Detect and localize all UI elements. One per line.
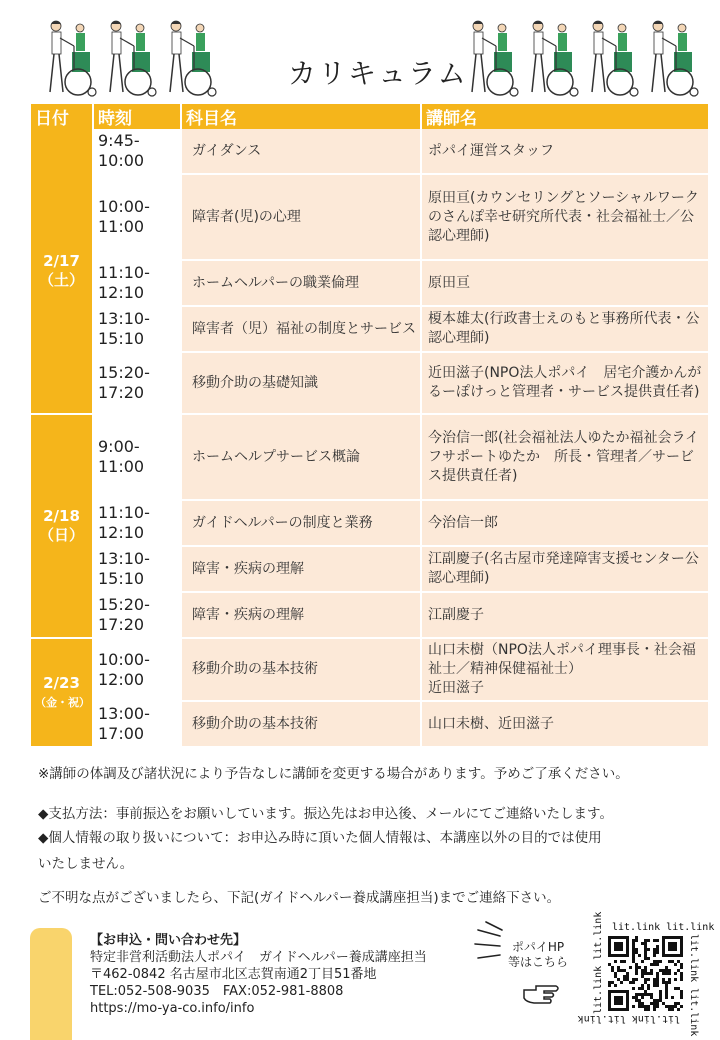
teacher-cell: 山口未樹（NPO法人ポパイ理事長・社会福祉士／精神保健福祉士） 近田滋子 [421,638,709,701]
contact-accent-bar [30,928,72,1040]
table-row [31,500,709,546]
qr-border-text-top: lit.link lit.link [612,922,715,933]
qr-code[interactable] [577,911,715,1037]
qr-border-text-bottom: lit.link lit.link [577,1013,680,1024]
teacher-cell: 今治信一郎 [421,500,709,546]
contact-block [90,932,427,1017]
teacher-cell: ポパイ運営スタッフ [421,129,709,174]
teacher-cell: 今治信一郎(社会福祉法人ゆたか福祉会ライフサポートゆたか 所長・管理者／サービス提供責任者) [421,414,709,500]
time-cell: 13:00- 17:00 [93,701,181,747]
subject-cell: 障害・疾病の理解 [181,592,421,638]
table-row [31,546,709,592]
header [0,0,720,104]
header-time: 時刻 [93,104,181,129]
table-row [31,129,709,174]
hp-label-line2: 等はこちら [508,955,569,969]
note-privacy-1: ◆個人情報の取り扱いについて：お申込み時に頂いた個人情報は、本講座以外の目的では使用 [38,830,602,846]
qr-border-text-left: lit.link lit.link [593,911,604,1014]
teacher-cell: 原田亘 [421,260,709,306]
table-row [31,638,709,701]
caregiver-wheelchair-icon [164,18,216,98]
time-cell: 15:20- 17:20 [93,592,181,638]
subject-cell: ガイドヘルパーの制度と業務 [181,500,421,546]
subject-cell: 移動介助の基本技術 [181,638,421,701]
time-cell: 11:10- 12:10 [93,260,181,306]
subject-cell: 障害者(児)の心理 [181,174,421,260]
contact-heading: 【お申込・問い合わせ先】 [90,933,247,948]
weekday-value: （金・祝） [35,695,90,709]
hp-label-line1: ポパイHP [511,940,565,954]
time-cell: 10:00- 11:00 [93,174,181,260]
weekday-value: （日） [38,526,84,544]
qr-border-text-right: lit.link lit.link [688,934,699,1037]
subject-cell: ホームヘルパーの職業倫理 [181,260,421,306]
teacher-cell: 江副慶子(名古屋市発達障害支援センター公認心理師) [421,546,709,592]
teacher-cell: 榎本雄太(行政書士えのもと事務所代表・公認心理師) [421,306,709,352]
table-row [31,592,709,638]
date-value: 2/17 [43,252,80,270]
teacher-cell: 山口未樹、近田滋子 [421,701,709,747]
time-cell: 15:20- 17:20 [93,352,181,414]
table-row [31,701,709,747]
table-row [31,352,709,414]
table-row [31,174,709,260]
header-date: 日付 [31,104,93,129]
caregiver-wheelchair-icon [44,18,96,98]
note-privacy-2: いたしません。 [38,856,134,872]
subject-cell: ガイダンス [181,129,421,174]
note-inquiry: ご不明な点がございましたら、下記(ガイドヘルパー養成講座担当)までご連絡下さい。 [38,890,561,906]
table-header-row [31,104,709,129]
table-row [31,260,709,306]
caregiver-wheelchair-icon [466,18,518,98]
time-cell: 13:10- 15:10 [93,546,181,592]
sparkle-lines-icon [475,922,502,958]
caregiver-wheelchair-icon [526,18,578,98]
date-cell [31,129,93,414]
time-cell: 11:10- 12:10 [93,500,181,546]
hp-pointer-graphic [470,918,585,1028]
subject-cell: ホームヘルプサービス概論 [181,414,421,500]
date-value: 2/18 [43,507,80,525]
caregiver-wheelchair-icon [646,18,698,98]
hp-label [508,940,568,970]
weekday-value: （土） [38,271,84,289]
teacher-cell: 原田亘(カウンセリングとソーシャルワークのさんぽ幸せ研究所代表・社会福祉士／公認心理師) [421,174,709,260]
table-row [31,306,709,352]
subject-cell: 移動介助の基礎知識 [181,352,421,414]
pointing-hand-icon [524,986,558,1003]
contact-phone: TEL:052-508-9035 FAX:052-981-8808 [90,984,344,999]
subject-cell: 障害・疾病の理解 [181,546,421,592]
time-cell: 10:00- 12:00 [93,638,181,701]
contact-url[interactable]: https://mo-ya-co.info/info [90,1001,255,1016]
date-cell [31,414,93,638]
note-payment: ◆支払方法：事前振込をお願いしています。振込先はお申込後、メールにてご連絡いたします。 [38,806,613,822]
caregiver-wheelchair-icon [104,18,156,98]
curriculum-table [31,104,710,748]
header-subject: 科目名 [181,104,421,129]
teacher-cell: 江副慶子 [421,592,709,638]
time-cell: 13:10- 15:10 [93,306,181,352]
subject-cell: 移動介助の基本技術 [181,701,421,747]
page-title: カリキュラム [288,57,468,90]
table-row [31,414,709,500]
contact-address: 〒462-0842 名古屋市北区志賀南通2丁目51番地 [90,967,377,982]
contact-org: 特定非営利活動法人ポパイ ガイドヘルパー養成講座担当 [90,950,427,965]
curriculum-body [31,129,709,747]
qr-modules [608,936,683,1011]
date-cell [31,638,93,747]
caregiver-wheelchair-icon [586,18,638,98]
header-teacher: 講師名 [421,104,709,129]
teacher-cell: 近田滋子(NPO法人ポパイ 居宅介護かんがるーぽけっと管理者・サービス提供責任者) [421,352,709,414]
note-instructor-change: ※講師の体調及び諸状況により予告なしに講師を変更する場合があります。予めご了承ください。 [38,766,629,782]
date-value: 2/23 [43,673,80,692]
time-cell: 9:45- 10:00 [93,129,181,174]
subject-cell: 障害者（児）福祉の制度とサービス [181,306,421,352]
time-cell: 9:00- 11:00 [93,414,181,500]
